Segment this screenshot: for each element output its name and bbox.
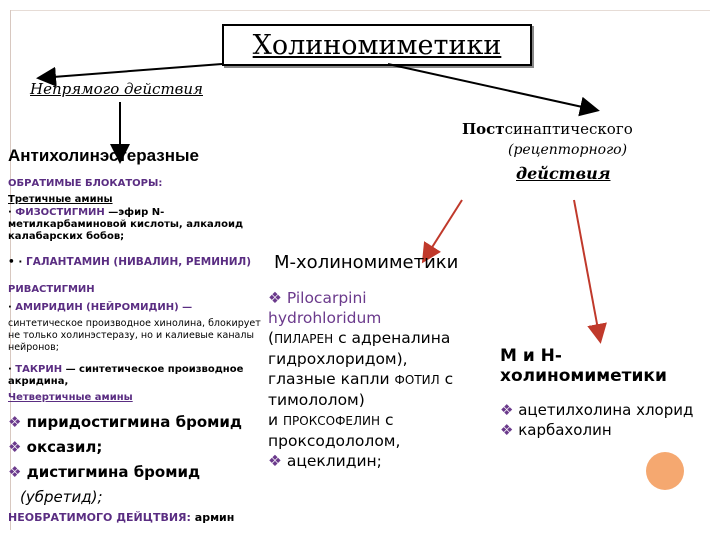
physo-block: · ФИЗОСТИГМИН —эфир N-метилкарбаминовой кислоты, алкалоид калабарских бобов; (8, 207, 244, 242)
list-item: и ПРОКСОФЕЛИН с проксодололом, (268, 411, 401, 450)
list-item: ❖ карбахолин (500, 421, 612, 439)
list-item: ❖ оксазил; (8, 438, 103, 456)
list-item: ❖ ацеклидин; (268, 452, 382, 470)
anti-heading: Антихолинэстеразные (8, 146, 199, 165)
diamond-icon: ❖ (500, 401, 519, 419)
ubretid: (убретид); (20, 488, 103, 506)
diamond-icon: ❖ (500, 421, 519, 439)
amirid-item: · АМИРИДИН (НЕЙРОМИДИН) — (8, 302, 193, 313)
reversible-label: ОБРАТИМЫЕ БЛОКАТОРЫ: (8, 178, 163, 189)
decorative-circle (646, 452, 684, 490)
m-list (268, 288, 488, 471)
diamond-icon: ❖ (8, 438, 27, 456)
title: Холиномиметики (252, 29, 502, 61)
post-line1: Постсинаптического (462, 120, 633, 138)
list-item: (ПИЛАРЕН с адреналина гидрохлоридом), (268, 329, 451, 368)
list-item: глазные капли ФОТИЛ с тимололом) (268, 370, 454, 409)
arrow-to-post (388, 64, 596, 110)
m-title: М-холиномиметики (274, 252, 459, 273)
tacrine-item: · ТАКРИН — синтетическое производное акридина, (8, 364, 244, 387)
post-line2: (рецепторного) (508, 142, 628, 158)
arrow-to-mn (574, 200, 600, 340)
galant-item: • · ГАЛАНТАМИН (НИВАЛИН, РЕМИНИЛ) (8, 256, 252, 268)
diamond-icon: ❖ (268, 452, 287, 470)
indirect-label: Непрямого действия (30, 80, 203, 98)
mn-list (500, 400, 693, 440)
list-item: ❖ Pilocarpini (268, 289, 367, 307)
bottom-list (8, 410, 242, 510)
diamond-icon: ❖ (268, 289, 287, 307)
amirid-desc: синтетическое производное хинолина, блокирует не только холинэстеразу, но и калиевые каналы нейронов; (8, 318, 261, 353)
mn-title: М и Н- холиномиметики (500, 346, 667, 386)
diamond-icon: ❖ (8, 413, 27, 431)
diamond-icon: ❖ (8, 463, 27, 481)
list-item: ❖ пиридостигмина бромид (8, 413, 243, 431)
arrow-to-m (424, 200, 462, 260)
tertiary-label: Третичные амины (8, 194, 113, 205)
list-item: ❖ дистигмина бромид (8, 463, 201, 481)
arrow-to-indirect (40, 64, 222, 78)
post-line3: действия (516, 164, 611, 183)
irreversible-line: НЕОБРАТИМОГО ДЕЙЦТВИЯ: армин (8, 511, 235, 524)
list-item: ❖ ацетилхолина хлорид (500, 401, 694, 419)
list-item: hydrohloridum (268, 309, 382, 327)
quaternary-label: Четвертичные амины (8, 392, 133, 403)
rivast-item: РИВАСТИГМИН (8, 284, 95, 295)
